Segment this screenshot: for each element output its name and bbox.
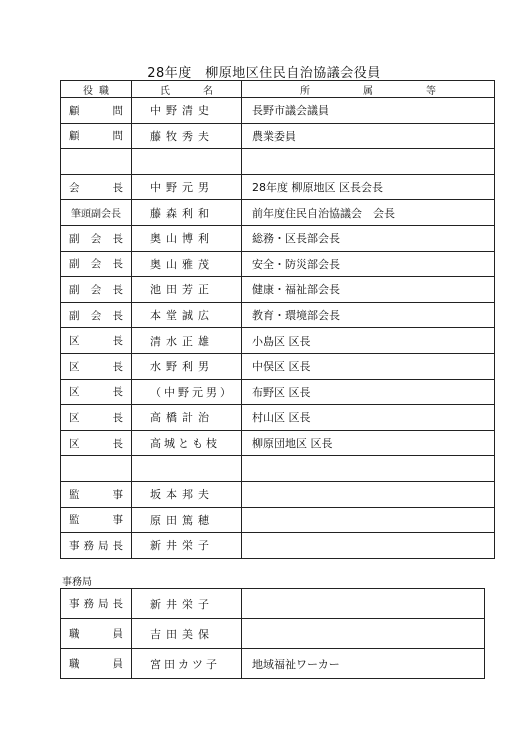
name-cell: 坂本邦夫	[132, 481, 242, 507]
officers-table	[60, 80, 495, 559]
affiliation-cell: 教育・環境部会長	[242, 302, 495, 328]
table-row	[61, 174, 495, 200]
role-cell: 副会長	[61, 277, 132, 303]
role-cell: 筆頭副会長	[61, 200, 132, 226]
role-cell: 会長	[61, 174, 132, 200]
affiliation-cell: 28年度 柳原地区 区長会長	[242, 174, 495, 200]
role-cell: 区長	[61, 430, 132, 456]
name-cell: 藤森利和	[132, 200, 242, 226]
name-cell: 本堂誠広	[132, 302, 242, 328]
office-section-label: 事務局	[62, 577, 92, 588]
table-row	[61, 251, 495, 277]
affiliation-cell: 総務・区長部会長	[242, 225, 495, 251]
name-cell: 池田芳正	[132, 277, 242, 303]
table-row	[61, 302, 495, 328]
role-cell: 職員	[61, 649, 132, 679]
role-cell: 顧問	[61, 123, 132, 149]
header-role: 役職	[61, 81, 132, 98]
role-cell: 区長	[61, 405, 132, 431]
table-row	[61, 149, 495, 175]
name-cell: 奥山博利	[132, 225, 242, 251]
role-cell: 副会長	[61, 302, 132, 328]
name-cell	[132, 456, 242, 482]
table-row	[61, 589, 485, 619]
table-row	[61, 430, 495, 456]
name-cell: 高城とも枝	[132, 430, 242, 456]
role-cell: 副会長	[61, 251, 132, 277]
affiliation-cell	[242, 481, 495, 507]
table-row	[61, 353, 495, 379]
role-cell	[61, 149, 132, 175]
affiliation-cell: 布野区 区長	[242, 379, 495, 405]
affiliation-cell: 安全・防災部会長	[242, 251, 495, 277]
role-cell: 区長	[61, 328, 132, 354]
affiliation-cell: 長野市議会議員	[242, 98, 495, 124]
affiliation-cell: 中俣区 区長	[242, 353, 495, 379]
affiliation-cell: 健康・福祉部会長	[242, 277, 495, 303]
table-row	[61, 98, 495, 124]
name-cell: 新井栄子	[132, 589, 242, 619]
table-header-row	[61, 81, 495, 98]
table-row	[61, 328, 495, 354]
role-cell	[61, 456, 132, 482]
affiliation-cell	[242, 619, 485, 649]
name-cell: 藤牧秀夫	[132, 123, 242, 149]
affiliation-cell: 小島区 区長	[242, 328, 495, 354]
affiliation-cell	[242, 533, 495, 559]
name-cell: 中野元男	[132, 174, 242, 200]
table-row	[61, 200, 495, 226]
role-cell: 副会長	[61, 225, 132, 251]
affiliation-cell: 村山区 区長	[242, 405, 495, 431]
name-cell: 新井栄子	[132, 533, 242, 559]
name-cell: 中野清史	[132, 98, 242, 124]
table-row	[61, 507, 495, 533]
table-row	[61, 277, 495, 303]
affiliation-cell: 柳原団地区 区長	[242, 430, 495, 456]
document-title: 28年度 柳原地区住民自治協議会役員	[147, 66, 381, 81]
role-cell: 職員	[61, 619, 132, 649]
name-cell: 宮田カツ子	[132, 649, 242, 679]
affiliation-cell	[242, 589, 485, 619]
name-cell: 原田篤穂	[132, 507, 242, 533]
affiliation-cell	[242, 507, 495, 533]
name-cell: 奥山雅茂	[132, 251, 242, 277]
role-cell: 区長	[61, 379, 132, 405]
role-cell: 顧問	[61, 98, 132, 124]
table-row	[61, 619, 485, 649]
table-row	[61, 225, 495, 251]
table-row	[61, 123, 495, 149]
name-cell: 高橋計治	[132, 405, 242, 431]
role-cell: 事務局長	[61, 589, 132, 619]
office-table	[60, 588, 485, 679]
header-name: 氏名	[132, 81, 242, 98]
affiliation-cell: 前年度住民自治協議会 会長	[242, 200, 495, 226]
name-cell: （中野元男）	[132, 379, 242, 405]
affiliation-cell: 地域福祉ワーカー	[242, 649, 485, 679]
affiliation-cell	[242, 456, 495, 482]
table-row	[61, 481, 495, 507]
table-row	[61, 456, 495, 482]
role-cell: 事務局長	[61, 533, 132, 559]
table-row	[61, 379, 495, 405]
name-cell: 清水正雄	[132, 328, 242, 354]
table-row	[61, 533, 495, 559]
affiliation-cell: 農業委員	[242, 123, 495, 149]
name-cell: 水野利男	[132, 353, 242, 379]
role-cell: 監事	[61, 481, 132, 507]
role-cell: 区長	[61, 353, 132, 379]
header-affiliation: 所属等	[242, 81, 495, 98]
table-row	[61, 405, 495, 431]
role-cell: 監事	[61, 507, 132, 533]
name-cell: 吉田美保	[132, 619, 242, 649]
table-row	[61, 649, 485, 679]
name-cell	[132, 149, 242, 175]
affiliation-cell	[242, 149, 495, 175]
